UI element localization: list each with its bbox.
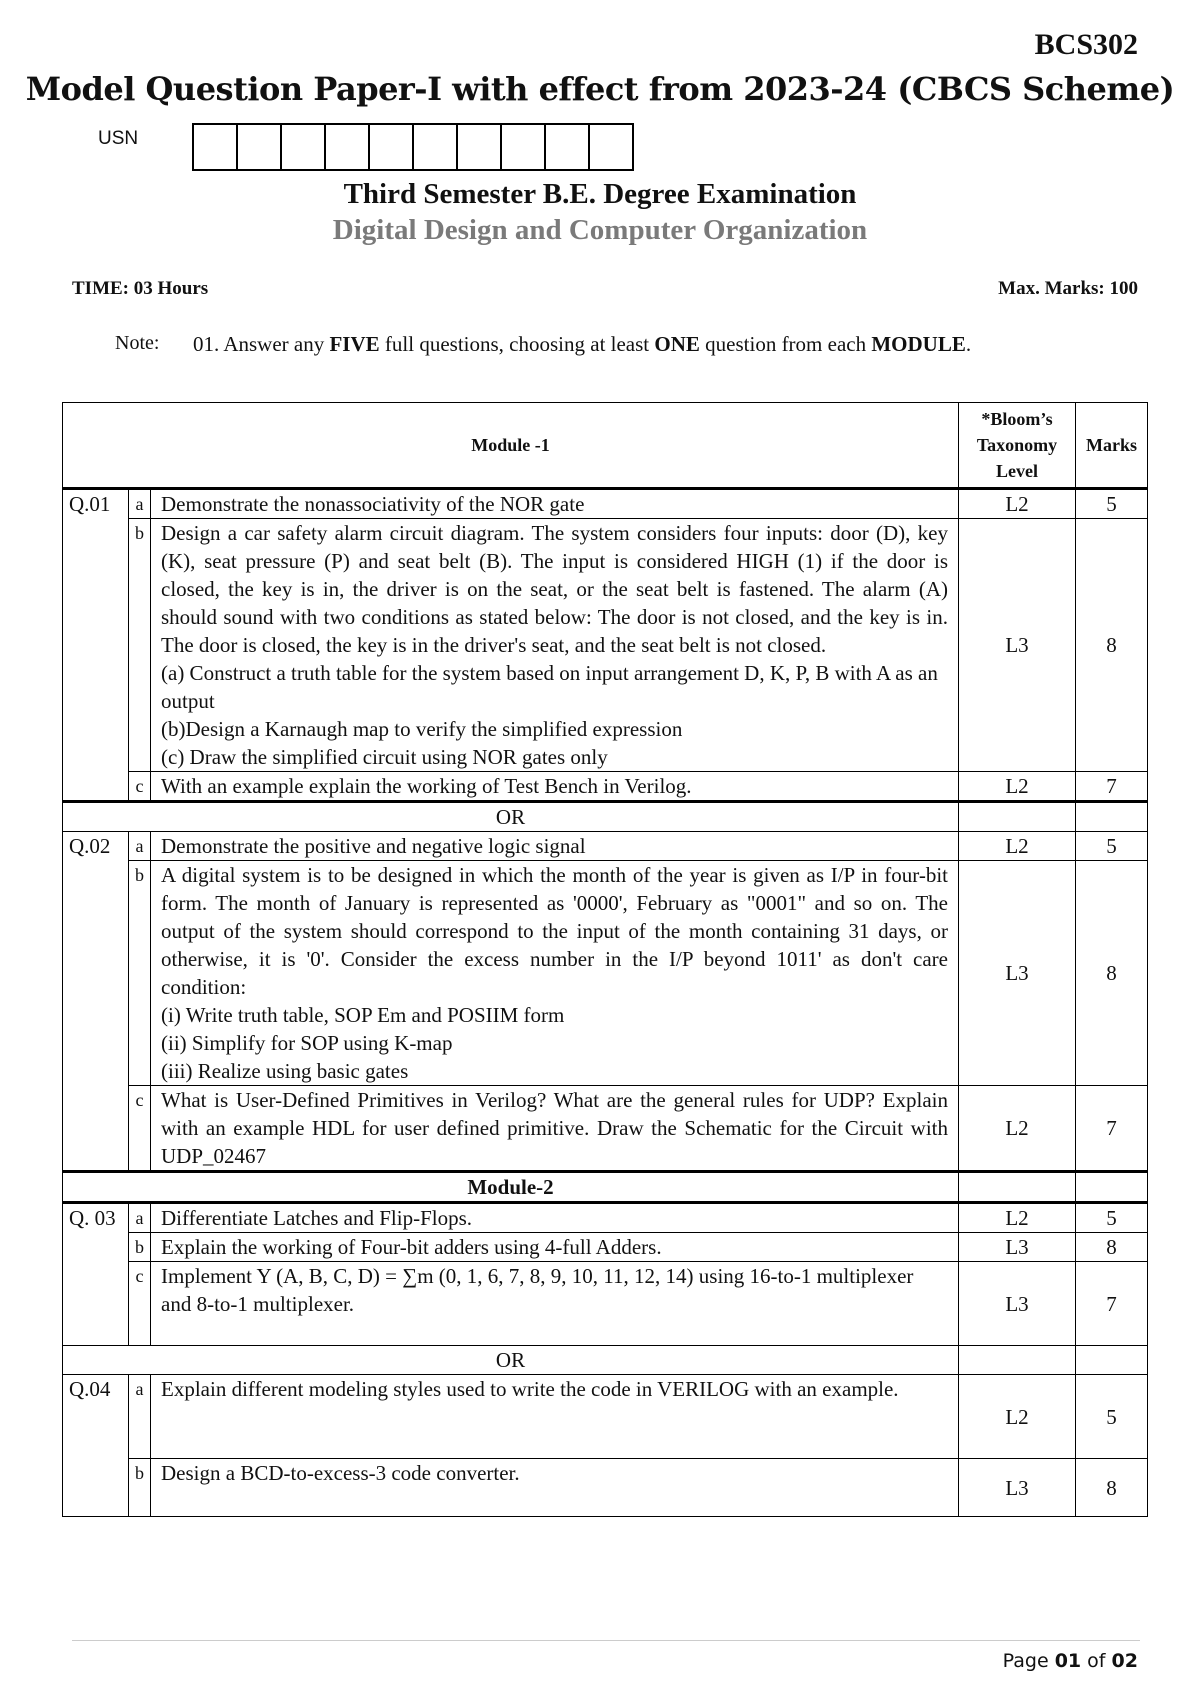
module-2-header: Module-2: [63, 1172, 959, 1203]
sub-label: a: [129, 489, 151, 519]
question-text: Explain the working of Four-bit adders using 4-full Adders.: [151, 1233, 959, 1262]
question-part: (c) Draw the simplified circuit using NOR gates only: [161, 745, 608, 769]
table-row: [63, 1262, 1148, 1346]
or-separator: OR: [63, 1346, 959, 1375]
question-table: [62, 402, 1148, 1517]
blooms-level: L3: [959, 519, 1076, 772]
sub-label: c: [129, 772, 151, 802]
marks-header: Marks: [1076, 403, 1148, 489]
subject-title: Digital Design and Computer Organization: [332, 214, 868, 246]
blooms-level: L3: [959, 1233, 1076, 1262]
marks-value: 5: [1076, 1203, 1148, 1233]
note-text: 01. Answer any FIVE full questions, choosing at least ONE question from each MODULE.: [193, 332, 972, 356]
question-text: [151, 861, 959, 1086]
question-text: With an example explain the working of Test Bench in Verilog.: [151, 772, 959, 802]
sub-label: c: [129, 1086, 151, 1172]
question-number: Q.02: [63, 832, 129, 1172]
table-row: [63, 1375, 1148, 1459]
table-row: [63, 1459, 1148, 1517]
usn-box[interactable]: [326, 125, 370, 169]
sub-label: a: [129, 1375, 151, 1459]
sub-label: c: [129, 1262, 151, 1346]
paper-title: Model Question Paper-I with effect from 2023-24 (CBCS Scheme): [25, 70, 1175, 108]
usn-box[interactable]: [590, 125, 632, 169]
marks-value: 7: [1076, 1262, 1148, 1346]
blooms-level: L2: [959, 1086, 1076, 1172]
table-row: [63, 519, 1148, 772]
max-marks: Max. Marks: 100: [998, 278, 1138, 299]
question-body: A digital system is to be designed in which the month of the year is given as I/P in four-bit form. The month of January is represented as '0000', February as "0001" and so on. The output of the system should correspond to the input of the month containing 31 days, or otherwise, it is '0'. Consider the excess number in the I/P beyond 1011' as don't care condition:: [161, 863, 948, 999]
question-part: (ii) Simplify for SOP using K-map: [161, 1031, 453, 1055]
usn-label: USN: [98, 128, 139, 149]
table-row: [63, 1233, 1148, 1262]
blooms-level: L3: [959, 1459, 1076, 1517]
question-text: [151, 519, 959, 772]
usn-box[interactable]: [282, 125, 326, 169]
sub-label: b: [129, 861, 151, 1086]
marks-value: 5: [1076, 1375, 1148, 1459]
usn-boxes[interactable]: [192, 123, 634, 171]
empty-cell: [1076, 802, 1148, 832]
marks-value: 5: [1076, 832, 1148, 861]
sub-label: b: [129, 1459, 151, 1517]
marks-value: 7: [1076, 1086, 1148, 1172]
sub-label: b: [129, 519, 151, 772]
blooms-level: L3: [959, 1262, 1076, 1346]
note-label: Note:: [115, 332, 160, 354]
table-row: [63, 802, 1148, 832]
usn-box[interactable]: [458, 125, 502, 169]
marks-value: 7: [1076, 772, 1148, 802]
table-row: [63, 861, 1148, 1086]
marks-value: 8: [1076, 1459, 1148, 1517]
table-row: [63, 1346, 1148, 1375]
course-code: BCS302: [1034, 28, 1138, 61]
question-number: Q.04: [63, 1375, 129, 1517]
page-number: Page 01 of 02: [1002, 1650, 1138, 1672]
marks-value: 8: [1076, 1233, 1148, 1262]
question-body: Design a car safety alarm circuit diagram. The system considers four inputs: door (D), key (K), seat pressure (P) and seat belt (B). The input is considered HIGH (1) if the door is closed, the key is in, the driver is on the seat, or the seat belt is fastened. The alarm (A) should sound with two conditions as stated below: The door is not closed, and the key is in. The door is closed, the key is in the driver's seat, and the seat belt is not closed.: [161, 521, 948, 657]
footer-divider: [72, 1640, 1140, 1641]
marks-value: 8: [1076, 519, 1148, 772]
question-text: Design a BCD-to-excess-3 code converter.: [151, 1459, 959, 1517]
question-part: (i) Write truth table, SOP Em and POSIIM form: [161, 1003, 565, 1027]
question-text: Demonstrate the nonassociativity of the NOR gate: [151, 489, 959, 519]
usn-box[interactable]: [546, 125, 590, 169]
marks-value: 8: [1076, 861, 1148, 1086]
question-text: What is User-Defined Primitives in Verilog? What are the general rules for UDP? Explain with an example HDL for user defined primitive. Draw the Schematic for the Circuit with UDP_02467: [151, 1086, 959, 1172]
table-row: [63, 832, 1148, 861]
empty-cell: [1076, 1172, 1148, 1203]
module-1-header: Module -1: [63, 403, 959, 489]
usn-box[interactable]: [502, 125, 546, 169]
question-text: Differentiate Latches and Flip-Flops.: [151, 1203, 959, 1233]
question-part: (b)Design a Karnaugh map to verify the simplified expression: [161, 717, 683, 741]
marks-value: 5: [1076, 489, 1148, 519]
sub-label: a: [129, 1203, 151, 1233]
question-part: (a) Construct a truth table for the system based on input arrangement D, K, P, B with A as an output: [161, 661, 938, 713]
blooms-level: L2: [959, 489, 1076, 519]
usn-box[interactable]: [194, 125, 238, 169]
blooms-header: *Bloom’s Taxonomy Level: [959, 403, 1076, 489]
sub-label: b: [129, 1233, 151, 1262]
empty-cell: [959, 802, 1076, 832]
usn-box[interactable]: [238, 125, 282, 169]
table-row: [63, 489, 1148, 519]
table-row: [63, 1203, 1148, 1233]
exam-title: Third Semester B.E. Degree Examination: [343, 178, 857, 210]
empty-cell: [1076, 1346, 1148, 1375]
empty-cell: [959, 1172, 1076, 1203]
table-row: [63, 772, 1148, 802]
question-number: Q.01: [63, 489, 129, 802]
table-row: [63, 1086, 1148, 1172]
blooms-level: L3: [959, 861, 1076, 1086]
question-part: (iii) Realize using basic gates: [161, 1059, 409, 1083]
blooms-level: L2: [959, 1203, 1076, 1233]
or-separator: OR: [63, 802, 959, 832]
question-text: Implement Y (A, B, C, D) = ∑m (0, 1, 6, 7, 8, 9, 10, 11, 12, 14) using 16-to-1 multiplexer and 8-to-1 multiplexer.: [151, 1262, 959, 1346]
sub-label: a: [129, 832, 151, 861]
question-text: Demonstrate the positive and negative logic signal: [151, 832, 959, 861]
blooms-level: L2: [959, 1375, 1076, 1459]
question-number: Q. 03: [63, 1203, 129, 1346]
empty-cell: [959, 1346, 1076, 1375]
time-limit: TIME: 03 Hours: [72, 278, 209, 299]
blooms-level: L2: [959, 832, 1076, 861]
usn-box[interactable]: [370, 125, 414, 169]
blooms-level: L2: [959, 772, 1076, 802]
table-row: [63, 1172, 1148, 1203]
usn-box[interactable]: [414, 125, 458, 169]
question-text: Explain different modeling styles used to write the code in VERILOG with an example.: [151, 1375, 959, 1459]
